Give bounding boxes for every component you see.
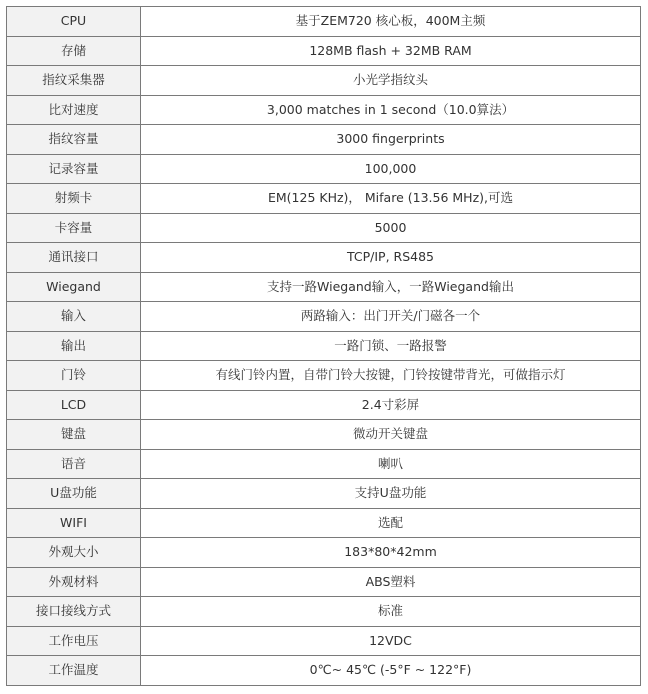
table-row <box>7 597 641 627</box>
spec-value: 3000 fingerprints <box>141 125 641 155</box>
spec-value: 有线门铃内置，自带门铃大按键，门铃按键带背光，可做指示灯 <box>141 361 641 391</box>
spec-value: 12VDC <box>141 626 641 656</box>
spec-label: 卡容量 <box>7 213 141 243</box>
table-row <box>7 213 641 243</box>
table-row <box>7 626 641 656</box>
table-row <box>7 302 641 332</box>
table-row <box>7 243 641 273</box>
spec-table-body <box>7 7 641 686</box>
spec-label: 通讯接口 <box>7 243 141 273</box>
spec-label: 输出 <box>7 331 141 361</box>
spec-label: 射频卡 <box>7 184 141 214</box>
spec-value: 5000 <box>141 213 641 243</box>
table-row <box>7 66 641 96</box>
spec-value: ABS塑料 <box>141 567 641 597</box>
spec-value: 3,000 matches in 1 second（10.0算法） <box>141 95 641 125</box>
table-row <box>7 449 641 479</box>
spec-value: 小光学指纹头 <box>141 66 641 96</box>
spec-value: 支持U盘功能 <box>141 479 641 509</box>
table-row <box>7 538 641 568</box>
table-row <box>7 390 641 420</box>
spec-label: 键盘 <box>7 420 141 450</box>
table-row <box>7 36 641 66</box>
table-row <box>7 508 641 538</box>
spec-label: 工作电压 <box>7 626 141 656</box>
table-row <box>7 656 641 686</box>
spec-label: U盘功能 <box>7 479 141 509</box>
spec-label: 门铃 <box>7 361 141 391</box>
spec-label: 指纹容量 <box>7 125 141 155</box>
spec-label: Wiegand <box>7 272 141 302</box>
spec-label: 接口接线方式 <box>7 597 141 627</box>
table-row <box>7 184 641 214</box>
table-row <box>7 420 641 450</box>
spec-value: 100,000 <box>141 154 641 184</box>
table-row <box>7 154 641 184</box>
table-row <box>7 272 641 302</box>
spec-value: 标准 <box>141 597 641 627</box>
spec-value: 喇叭 <box>141 449 641 479</box>
table-row <box>7 567 641 597</box>
spec-label: 输入 <box>7 302 141 332</box>
spec-value: 一路门锁、一路报警 <box>141 331 641 361</box>
spec-value: EM(125 KHz)， Mifare (13.56 MHz),可选 <box>141 184 641 214</box>
table-row <box>7 125 641 155</box>
spec-value: 选配 <box>141 508 641 538</box>
spec-label: 外观材料 <box>7 567 141 597</box>
spec-value: 支持一路Wiegand输入，一路Wiegand输出 <box>141 272 641 302</box>
spec-label: 指纹采集器 <box>7 66 141 96</box>
table-row <box>7 95 641 125</box>
spec-value: 183*80*42mm <box>141 538 641 568</box>
spec-label: CPU <box>7 7 141 37</box>
table-row <box>7 361 641 391</box>
spec-label: WIFI <box>7 508 141 538</box>
spec-label: 比对速度 <box>7 95 141 125</box>
spec-label: 工作温度 <box>7 656 141 686</box>
spec-value: 基于ZEM720 核心板，400M主频 <box>141 7 641 37</box>
spec-value: 128MB flash + 32MB RAM <box>141 36 641 66</box>
spec-label: 记录容量 <box>7 154 141 184</box>
spec-label: 外观大小 <box>7 538 141 568</box>
spec-value: 两路输入：出门开关/门磁各一个 <box>141 302 641 332</box>
table-row <box>7 7 641 37</box>
spec-label: 语音 <box>7 449 141 479</box>
spec-value: 微动开关键盘 <box>141 420 641 450</box>
spec-value: 2.4寸彩屏 <box>141 390 641 420</box>
spec-table <box>6 6 641 686</box>
spec-label: 存储 <box>7 36 141 66</box>
spec-value: 0℃~ 45℃ (-5°F ~ 122°F) <box>141 656 641 686</box>
table-row <box>7 331 641 361</box>
table-row <box>7 479 641 509</box>
spec-value: TCP/IP, RS485 <box>141 243 641 273</box>
spec-label: LCD <box>7 390 141 420</box>
